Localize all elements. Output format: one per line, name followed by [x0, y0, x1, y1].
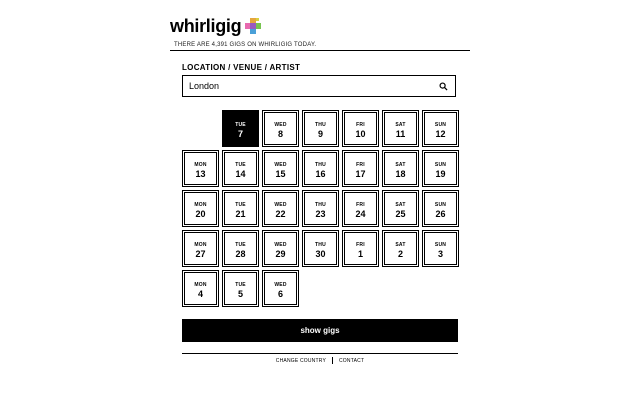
day-number: 30 — [315, 249, 326, 259]
calendar-day[interactable] — [302, 110, 339, 147]
day-of-week-label: TUE — [235, 162, 246, 168]
calendar-day[interactable] — [262, 150, 299, 187]
calendar-day[interactable] — [422, 110, 459, 147]
contact-link[interactable]: CONTACT — [339, 357, 365, 364]
calendar-day[interactable] — [422, 190, 459, 227]
calendar-day[interactable] — [422, 230, 459, 267]
search-input[interactable] — [183, 77, 429, 95]
day-number: 20 — [195, 209, 206, 219]
calendar-day[interactable] — [222, 150, 259, 187]
day-of-week-label: SAT — [395, 242, 406, 248]
day-of-week-label: SAT — [395, 162, 406, 168]
day-number: 11 — [395, 129, 406, 139]
day-of-week-label: WED — [274, 122, 287, 128]
calendar-day[interactable] — [262, 110, 299, 147]
day-of-week-label: THU — [315, 202, 326, 208]
calendar-day[interactable] — [182, 230, 219, 267]
day-number: 3 — [437, 249, 443, 259]
calendar-day[interactable] — [262, 270, 299, 307]
day-of-week-label: TUE — [235, 282, 246, 288]
calendar-day[interactable] — [182, 150, 219, 187]
day-number: 26 — [435, 209, 446, 219]
day-of-week-label: WED — [274, 162, 287, 168]
calendar-day[interactable] — [302, 150, 339, 187]
day-number: 4 — [197, 289, 203, 299]
day-number: 17 — [355, 169, 366, 179]
day-number: 24 — [355, 209, 366, 219]
calendar-day[interactable] — [382, 110, 419, 147]
day-number: 2 — [397, 249, 403, 259]
day-number: 7 — [237, 129, 243, 139]
day-of-week-label: FRI — [356, 242, 365, 248]
day-number: 12 — [435, 129, 446, 139]
day-of-week-label: SAT — [395, 122, 406, 128]
calendar-day[interactable] — [342, 230, 379, 267]
gig-count-tagline: THERE ARE 4,391 GIGS ON WHIRLIGIG TODAY. — [174, 42, 317, 48]
footer — [182, 357, 458, 364]
calendar-day[interactable] — [382, 150, 419, 187]
day-of-week-label: MON — [194, 242, 207, 248]
day-of-week-label: FRI — [356, 122, 365, 128]
calendar-day[interactable] — [262, 190, 299, 227]
calendar-day[interactable] — [222, 270, 259, 307]
day-number: 27 — [195, 249, 206, 259]
day-of-week-label: WED — [274, 242, 287, 248]
calendar-day[interactable] — [382, 190, 419, 227]
day-number: 19 — [435, 169, 446, 179]
day-of-week-label: SAT — [395, 202, 406, 208]
show-gigs-button[interactable]: show gigs — [182, 319, 458, 342]
day-of-week-label: THU — [315, 242, 326, 248]
day-number: 22 — [275, 209, 286, 219]
search-icon[interactable] — [439, 82, 448, 91]
calendar-day[interactable] — [422, 150, 459, 187]
brand-name[interactable]: whirligig — [170, 16, 242, 36]
day-number: 8 — [277, 129, 283, 139]
site-header — [170, 14, 470, 48]
calendar-day[interactable] — [302, 230, 339, 267]
day-of-week-label: TUE — [235, 202, 246, 208]
header-divider — [170, 50, 470, 51]
day-of-week-label: THU — [315, 162, 326, 168]
footer-divider — [182, 353, 458, 354]
day-number: 6 — [277, 289, 283, 299]
day-of-week-label: MON — [194, 282, 207, 288]
day-of-week-label: TUE — [235, 122, 246, 128]
day-of-week-label: SUN — [434, 202, 447, 208]
day-of-week-label: MON — [194, 162, 207, 168]
day-number: 16 — [315, 169, 326, 179]
calendar-day[interactable] — [382, 230, 419, 267]
day-of-week-label: SUN — [434, 122, 447, 128]
day-number: 23 — [315, 209, 326, 219]
day-number: 28 — [235, 249, 246, 259]
day-number: 9 — [317, 129, 323, 139]
day-number: 10 — [355, 129, 366, 139]
day-number: 25 — [395, 209, 406, 219]
day-of-week-label: SUN — [434, 242, 447, 248]
calendar-day[interactable] — [222, 190, 259, 227]
day-of-week-label: SUN — [434, 162, 447, 168]
day-number: 1 — [357, 249, 363, 259]
calendar-day[interactable] — [182, 270, 219, 307]
footer-separator — [332, 357, 333, 364]
change-country-link[interactable]: CHANGE COUNTRY — [275, 357, 326, 364]
calendar-day[interactable] — [222, 230, 259, 267]
day-number: 14 — [235, 169, 246, 179]
calendar-day[interactable] — [342, 190, 379, 227]
day-number: 18 — [395, 169, 406, 179]
day-number: 15 — [275, 169, 286, 179]
logo[interactable] — [170, 14, 470, 38]
colorful-cross-icon — [245, 18, 261, 34]
day-of-week-label: WED — [274, 282, 287, 288]
day-number: 5 — [237, 289, 243, 299]
calendar-day[interactable] — [342, 110, 379, 147]
calendar-day[interactable] — [262, 230, 299, 267]
day-of-week-label: FRI — [356, 202, 365, 208]
day-number: 21 — [235, 209, 246, 219]
calendar-day[interactable] — [342, 150, 379, 187]
day-number: 29 — [275, 249, 286, 259]
calendar-day[interactable] — [222, 110, 259, 147]
search-label: LOCATION / VENUE / ARTIST — [182, 63, 301, 72]
search-box[interactable] — [182, 75, 456, 97]
day-of-week-label: WED — [274, 202, 287, 208]
day-number: 13 — [195, 169, 206, 179]
day-of-week-label: FRI — [356, 162, 365, 168]
day-of-week-label: THU — [315, 122, 326, 128]
calendar-day[interactable] — [182, 190, 219, 227]
calendar-day[interactable] — [302, 190, 339, 227]
day-of-week-label: MON — [194, 202, 207, 208]
day-of-week-label: TUE — [235, 242, 246, 248]
